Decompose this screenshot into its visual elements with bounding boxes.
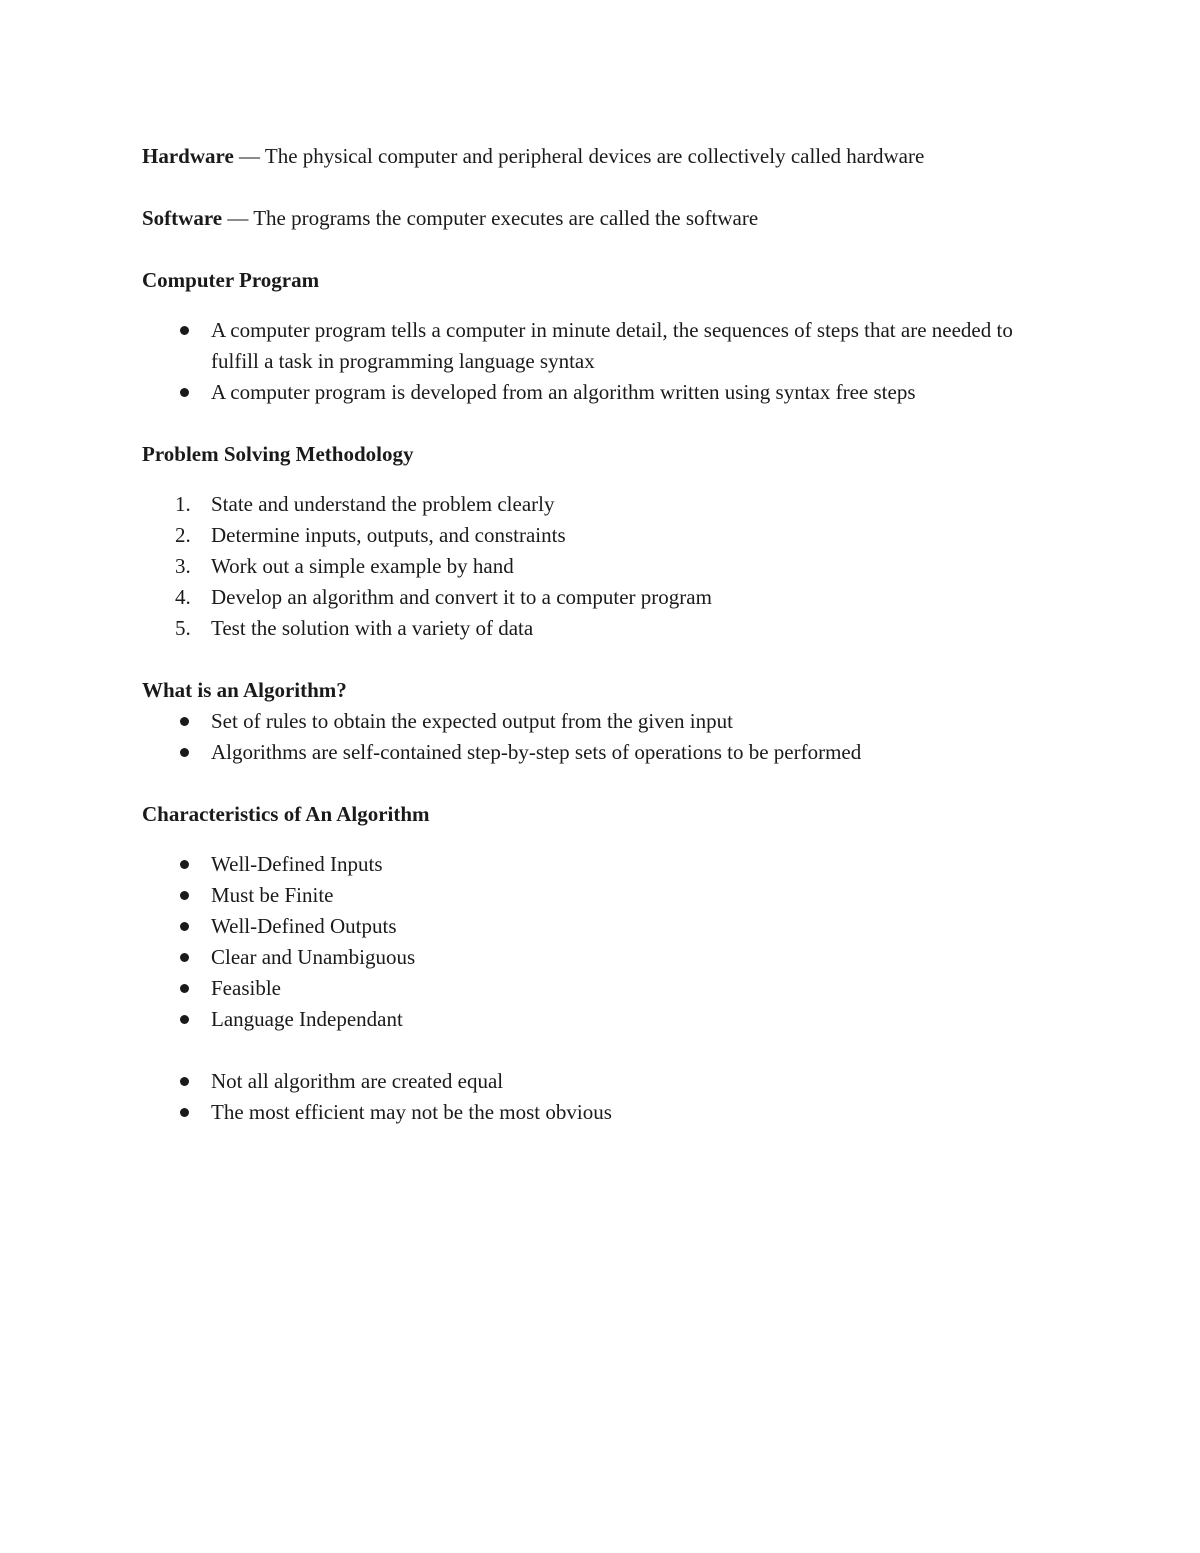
definition-text: The programs the computer executes are called the software bbox=[253, 206, 759, 230]
software-definition bbox=[142, 203, 1062, 234]
list-item: Clear and Unambiguous bbox=[142, 942, 1062, 973]
item-text: State and understand the problem clearly bbox=[211, 492, 555, 516]
item-number: 5. bbox=[175, 616, 191, 640]
item-text: Develop an algorithm and convert it to a computer program bbox=[211, 585, 712, 609]
problem-solving-list bbox=[142, 489, 1062, 644]
section-heading-computer-program: Computer Program bbox=[142, 268, 320, 292]
list-item: Must be Finite bbox=[142, 880, 1062, 911]
numbered-item bbox=[142, 613, 1062, 644]
item-number: 1. bbox=[175, 492, 191, 516]
algorithm-notes-list bbox=[142, 1066, 1062, 1128]
definition-text: The physical computer and peripheral devices are collectively called hardware bbox=[264, 144, 925, 168]
numbered-item bbox=[142, 582, 1062, 613]
numbered-item bbox=[142, 520, 1062, 551]
list-item: Set of rules to obtain the expected output from the given input bbox=[142, 706, 1062, 737]
computer-program-list bbox=[142, 315, 1062, 408]
numbered-item bbox=[142, 551, 1062, 582]
section-heading-what-is-algorithm: What is an Algorithm? bbox=[142, 678, 347, 702]
section-heading-characteristics: Characteristics of An Algorithm bbox=[142, 802, 430, 826]
item-text: Work out a simple example by hand bbox=[211, 554, 514, 578]
hardware-definition bbox=[142, 141, 1062, 172]
item-number: 4. bbox=[175, 585, 191, 609]
list-item: Feasible bbox=[142, 973, 1062, 1004]
list-item: The most efficient may not be the most obvious bbox=[142, 1097, 1062, 1128]
algorithm-definition-list bbox=[142, 706, 1062, 768]
definition-term: Hardware bbox=[142, 144, 234, 168]
list-item: A computer program is developed from an algorithm written using syntax free steps bbox=[142, 377, 1062, 408]
list-item: Algorithms are self-contained step-by-step sets of operations to be performed bbox=[142, 737, 1062, 768]
item-text: Test the solution with a variety of data bbox=[211, 616, 534, 640]
item-number: 3. bbox=[175, 554, 191, 578]
list-item: Language Independant bbox=[142, 1004, 1062, 1035]
item-number: 2. bbox=[175, 523, 191, 547]
document-page bbox=[142, 141, 1062, 1128]
characteristics-list bbox=[142, 849, 1062, 1035]
section-heading-problem-solving: Problem Solving Methodology bbox=[142, 442, 414, 466]
definition-separator: — bbox=[233, 144, 265, 168]
definition-separator: — bbox=[222, 206, 254, 230]
list-item: Well-Defined Outputs bbox=[142, 911, 1062, 942]
list-item: Well-Defined Inputs bbox=[142, 849, 1062, 880]
list-item: Not all algorithm are created equal bbox=[142, 1066, 1062, 1097]
item-text: Determine inputs, outputs, and constraints bbox=[211, 523, 566, 547]
list-item: A computer program tells a computer in minute detail, the sequences of steps that are needed to fulfill a task in programming language syntax bbox=[142, 315, 1062, 377]
definition-term: Software bbox=[142, 206, 223, 230]
numbered-item bbox=[142, 489, 1062, 520]
